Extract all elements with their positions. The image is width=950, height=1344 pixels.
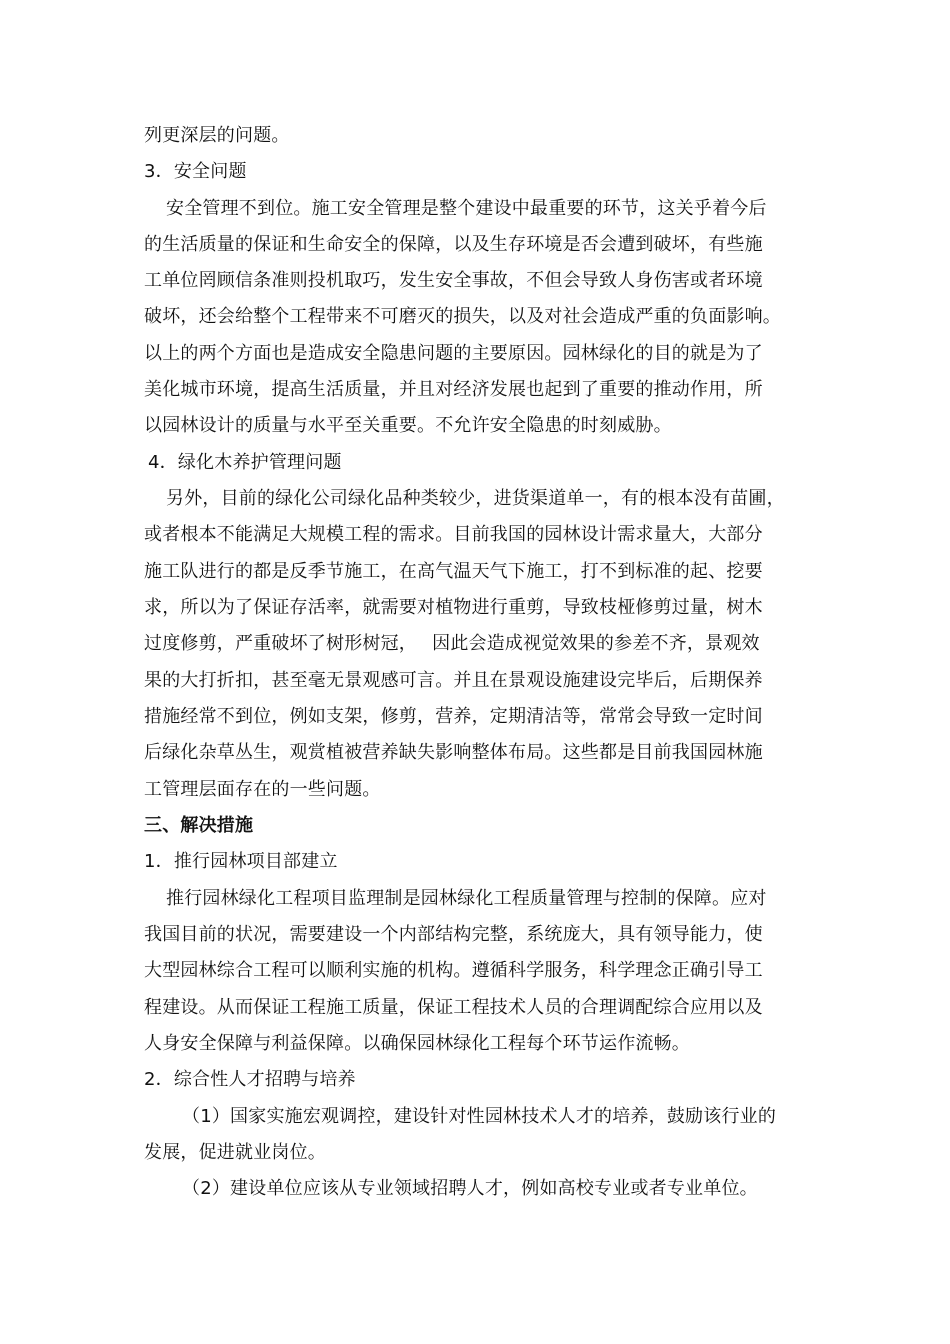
paragraph-line: 大型园林综合工程可以顺利实施的机构。遵循科学服务，科学理念正确引导工 xyxy=(144,960,763,981)
paragraph-line: 推行园林绿化工程项目监理制是园林绿化工程质量管理与控制的保障。应对 xyxy=(166,888,767,909)
section-heading-maintenance: 4．绿化木养护管理问题 xyxy=(148,452,342,473)
paragraph-line: 另外，目前的绿化公司绿化品种类较少，进货渠道单一，有的根本没有苗圃， xyxy=(166,488,785,509)
paragraph-line: 施工队进行的都是反季节施工，在高气温天气下施工，打不到标准的起、挖要 xyxy=(144,561,763,582)
section-heading-talent: 2．综合性人才招聘与培养 xyxy=(144,1069,356,1090)
paragraph-line: 安全管理不到位。施工安全管理是整个建设中最重要的环节，这关乎着今后 xyxy=(166,198,767,219)
paragraph-line: 以上的两个方面也是造成安全隐患问题的主要原因。园林绿化的目的就是为了 xyxy=(144,343,763,364)
paragraph-line: 工管理层面存在的一些问题。 xyxy=(144,779,381,800)
paragraph-line: 后绿化杂草丛生，观赏植被营养缺失影响整体布局。这些都是目前我国园林施 xyxy=(144,742,763,763)
section-heading-safety: 3．安全问题 xyxy=(144,161,247,182)
chapter-heading-solutions: 三、解决措施 xyxy=(144,815,254,836)
paragraph-line: 的生活质量的保证和生命安全的保障，以及生存环境是否会遭到破坏，有些施 xyxy=(144,234,763,255)
paragraph-line: 过度修剪，严重破坏了树形树冠， 因此会造成视觉效果的参差不齐，景观效 xyxy=(144,633,760,654)
paragraph-line: 破坏，还会给整个工程带来不可磨灭的损失，以及对社会造成严重的负面影响。 xyxy=(144,306,781,327)
paragraph-line: 以园林设计的质量与水平至关重要。不允许安全隐患的时刻威胁。 xyxy=(144,415,672,436)
paragraph-line: 工单位罔顾信条准则投机取巧，发生安全事故，不但会导致人身伤害或者环境 xyxy=(144,270,763,291)
paragraph-line: 求，所以为了保证存活率，就需要对植物进行重剪，导致枝桠修剪过量，树木 xyxy=(144,597,763,618)
paragraph-line: 人身安全保障与利益保障。以确保园林绿化工程每个环节运作流畅。 xyxy=(144,1033,690,1054)
section-heading-project-dept: 1．推行园林项目部建立 xyxy=(144,851,338,872)
paragraph-line: 美化城市环境，提高生活质量，并且对经济发展也起到了重要的推动作用，所 xyxy=(144,379,763,400)
list-item: （2）建设单位应该从专业领域招聘人才，例如高校专业或者专业单位。 xyxy=(182,1178,758,1199)
paragraph-line: 或者根本不能满足大规模工程的需求。目前我国的园林设计需求量大，大部分 xyxy=(144,524,763,545)
paragraph-line: 措施经常不到位，例如支架，修剪，营养，定期清洁等，常常会导致一定时间 xyxy=(144,706,763,727)
paragraph-line: 果的大打折扣，甚至毫无景观感可言。并且在景观设施建设完毕后，后期保养 xyxy=(144,670,763,691)
list-item: （1）国家实施宏观调控，建设针对性园林技术人才的培养，鼓励该行业的 xyxy=(182,1106,777,1127)
paragraph-line: 我国目前的状况，需要建设一个内部结构完整，系统庞大，具有领导能力，使 xyxy=(144,924,763,945)
paragraph-line: 程建设。从而保证工程施工质量，保证工程技术人员的合理调配综合应用以及 xyxy=(144,997,763,1018)
paragraph-continuation: 列更深层的问题。 xyxy=(144,125,290,146)
paragraph-line: 发展，促进就业岗位。 xyxy=(144,1142,326,1163)
